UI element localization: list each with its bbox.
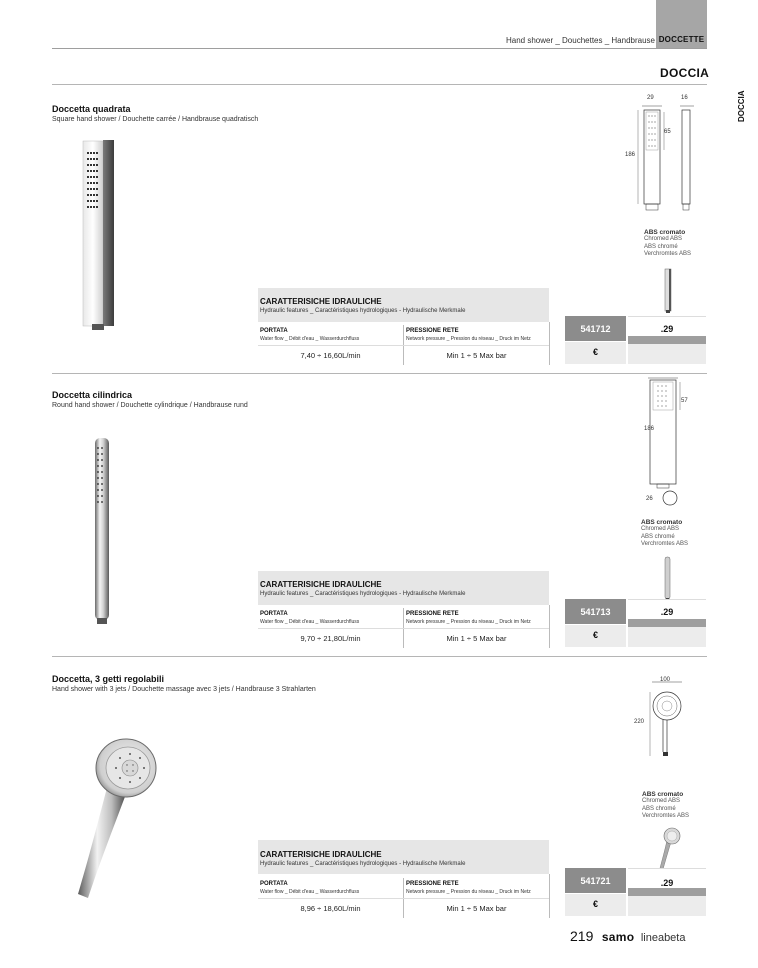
flow-value: 7,40 ÷ 16,60L/min: [300, 351, 361, 360]
material-line: ABS chromé: [641, 533, 675, 540]
product-subtitle: Hand shower with 3 jets / Douchette massage avec 3 jets / Handbrause 3 Strahlarten: [52, 686, 316, 693]
section-divider-3: [52, 656, 707, 657]
spec-title: CARATTERISICHE IDRAULICHE: [260, 297, 382, 306]
round-hand-shower-image: [88, 434, 116, 626]
spec-title: CARATTERISICHE IDRAULICHE: [260, 850, 382, 859]
pressure-value: Min 1 ÷ 5 Max bar: [446, 351, 507, 360]
dim-depth: 16: [681, 95, 688, 101]
product-price: .29: [628, 868, 706, 889]
price-bar: [628, 619, 706, 627]
dim-length: 186: [644, 426, 655, 432]
side-label: DOCCIA: [737, 90, 746, 122]
breadcrumb: Hand shower _ Douchettes _ Handbrause: [506, 36, 655, 45]
material-line: Chromed ABS: [641, 526, 680, 532]
spec-row-divider: [258, 898, 549, 899]
brand-logo: samo: [601, 930, 635, 944]
flow-label: PORTATA: [260, 611, 288, 617]
dim-length: 186: [625, 152, 636, 158]
price-empty-cell: [628, 344, 706, 364]
spec-title: CARATTERISICHE IDRAULICHE: [260, 580, 382, 589]
spec-subtitle: Hydraulic features _ Caractéristiques hydrologiques - Hydraulische Merkmale: [260, 591, 466, 597]
material-line: Chromed ABS: [644, 236, 683, 242]
page-title: DOCCIA: [660, 66, 710, 80]
flow-value: 9,70 ÷ 21,80L/min: [300, 634, 361, 643]
product-price: .29: [628, 316, 706, 337]
square-hand-shower-image: [78, 138, 118, 333]
footer: [570, 928, 685, 946]
currency-symbol: €: [565, 625, 626, 647]
round-shower-technical-drawing: [640, 374, 684, 514]
currency-symbol: €: [565, 342, 626, 364]
material-line: Verchromtes ABS: [641, 541, 689, 547]
spec-row-divider: [258, 345, 549, 346]
material-block: [642, 791, 689, 821]
product-subtitle: Round hand shower / Douchette cylindrique / Handbrause rund: [52, 402, 248, 409]
dim-diameter: 26: [646, 496, 653, 502]
flow-label: PORTATA: [260, 881, 288, 887]
flow-label: PORTATA: [260, 328, 288, 334]
material-line: ABS chromé: [642, 805, 676, 812]
price-empty-cell: [628, 896, 706, 916]
dim-length: 220: [634, 719, 645, 725]
section-divider-2: [52, 373, 707, 374]
dim-head: 65: [664, 129, 671, 135]
material-line: Chromed ABS: [642, 798, 681, 804]
flow-sublabel: Water flow _ Débit d'eau _ Wasserdurchfluss: [260, 889, 360, 895]
brand-line: lineabeta: [640, 932, 686, 944]
material-title: ABS cromato: [642, 791, 684, 798]
material-line: Verchromtes ABS: [642, 813, 690, 819]
price-empty-cell: [628, 627, 706, 647]
spec-divider: [549, 605, 550, 648]
header-divider: [52, 48, 707, 49]
product-code[interactable]: 541712: [565, 316, 626, 341]
pressure-label: PRESSIONE RETE: [406, 611, 459, 617]
pressure-sublabel: Network pressure _ Pression du réseau _ Druck im Netz: [406, 336, 531, 342]
page-number: 219: [570, 928, 594, 944]
material-title: ABS cromato: [641, 519, 683, 526]
product-code[interactable]: 541721: [565, 868, 626, 893]
dim-diameter: 100: [660, 677, 671, 683]
category-tab[interactable]: DOCCETTE: [656, 32, 707, 48]
square-shower-technical-drawing: [636, 100, 698, 212]
product-title: Doccetta cilindrica: [52, 390, 133, 400]
material-title: ABS cromato: [644, 229, 686, 236]
pressure-value: Min 1 ÷ 5 Max bar: [446, 634, 507, 643]
dim-head: 57: [681, 398, 688, 404]
spec-subtitle: Hydraulic features _ Caractéristiques hydrologiques - Hydraulische Merkmale: [260, 308, 466, 314]
square-shower-thumbnail: [662, 268, 674, 314]
flow-value: 8,96 ÷ 18,60L/min: [300, 904, 361, 913]
pressure-label: PRESSIONE RETE: [406, 328, 459, 334]
dim-width: 29: [647, 95, 654, 101]
pressure-value: Min 1 ÷ 5 Max bar: [446, 904, 507, 913]
product-title: Doccetta quadrata: [52, 104, 131, 114]
round-shower-thumbnail: [661, 556, 673, 602]
product-code[interactable]: 541713: [565, 599, 626, 624]
product-price: .29: [628, 599, 706, 620]
flow-sublabel: Water flow _ Débit d'eau _ Wasserdurchfluss: [260, 619, 360, 625]
section-divider-1: [52, 84, 707, 85]
material-line: ABS chromé: [644, 243, 678, 250]
flow-sublabel: Water flow _ Débit d'eau _ Wasserdurchfluss: [260, 336, 360, 342]
spec-divider: [549, 322, 550, 365]
spec-divider: [549, 874, 550, 918]
material-block: [644, 229, 691, 259]
pressure-sublabel: Network pressure _ Pression du réseau _ Druck im Netz: [406, 889, 531, 895]
material-line: Verchromtes ABS: [644, 251, 692, 257]
three-jet-shower-technical-drawing: [648, 676, 688, 758]
three-jet-hand-shower-image: [70, 734, 162, 904]
currency-symbol: €: [565, 894, 626, 916]
product-title: Doccetta, 3 getti regolabili: [52, 674, 165, 684]
spec-subtitle: Hydraulic features _ Caractéristiques hydrologiques - Hydraulische Merkmale: [260, 861, 466, 867]
pressure-label: PRESSIONE RETE: [406, 881, 459, 887]
pressure-sublabel: Network pressure _ Pression du réseau _ Druck im Netz: [406, 619, 531, 625]
price-bar: [628, 888, 706, 896]
material-block: [641, 519, 688, 549]
tab-strip-decor: [656, 0, 707, 32]
price-bar: [628, 336, 706, 344]
product-subtitle: Square hand shower / Douchette carrée / Handbrause quadratisch: [52, 116, 259, 123]
spec-row-divider: [258, 628, 549, 629]
